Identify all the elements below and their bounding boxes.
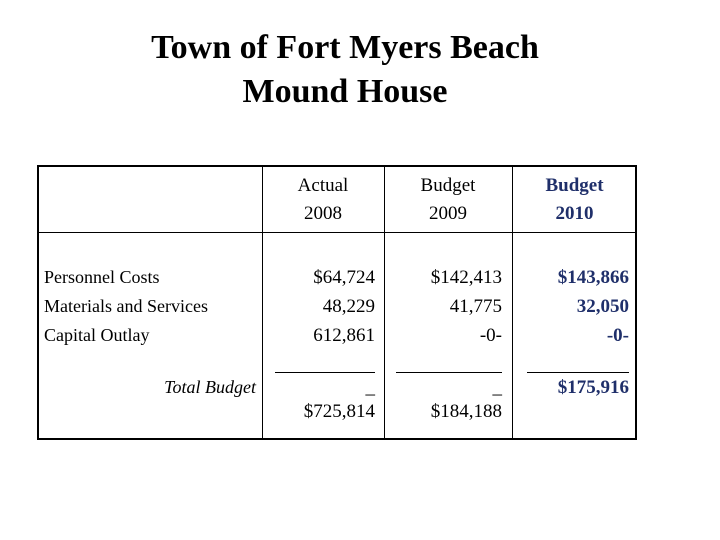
subtotal-rule [396,372,502,373]
column-values-budget-2009 [384,263,502,350]
column-values-actual-2008 [262,263,375,350]
column-header-budget-2009 [384,172,512,228]
column-header-actual-2008 [262,172,384,228]
subtotal-rule [527,372,629,373]
table-cell: 48,229 [322,296,375,317]
total-dash: _ [492,377,502,398]
column-header-budget-2010 [512,172,637,228]
table-cell: $64,724 [313,267,375,288]
total-dash: _ [365,377,375,398]
row-label-capital: Capital Outlay [44,325,150,345]
header-divider [39,232,635,233]
budget-table [37,165,637,440]
row-label-personnel: Personnel Costs [44,267,160,287]
column-header-line: Budget [420,175,476,196]
table-cell: $143,866 [557,267,629,288]
total-budget-label: Total Budget [164,377,256,397]
row-label-materials: Materials and Services [44,296,208,316]
column-header-year: 2009 [429,203,467,224]
table-cell: -0- [479,325,502,346]
title-line-2: Mound House [242,73,448,110]
column-header-year: 2008 [304,203,342,224]
title-line-1: Town of Fort Myers Beach [151,29,539,66]
total-value-actual-2008: $725,814 [303,401,375,422]
column-header-line: Actual [297,175,349,196]
table-cell: 41,775 [449,296,502,317]
column-header-line: Budget [545,175,604,196]
subtotal-rule [275,372,375,373]
table-cell: 32,050 [576,296,629,317]
row-labels [44,263,208,350]
total-value-budget-2009: $184,188 [430,401,502,422]
table-cell: 612,861 [313,325,375,346]
page-title [0,26,690,114]
total-value-budget-2010: $175,916 [557,377,629,398]
table-cell: -0- [606,325,629,346]
column-values-budget-2010 [512,263,629,350]
column-header-year: 2010 [555,203,594,224]
table-cell: $142,413 [430,267,502,288]
